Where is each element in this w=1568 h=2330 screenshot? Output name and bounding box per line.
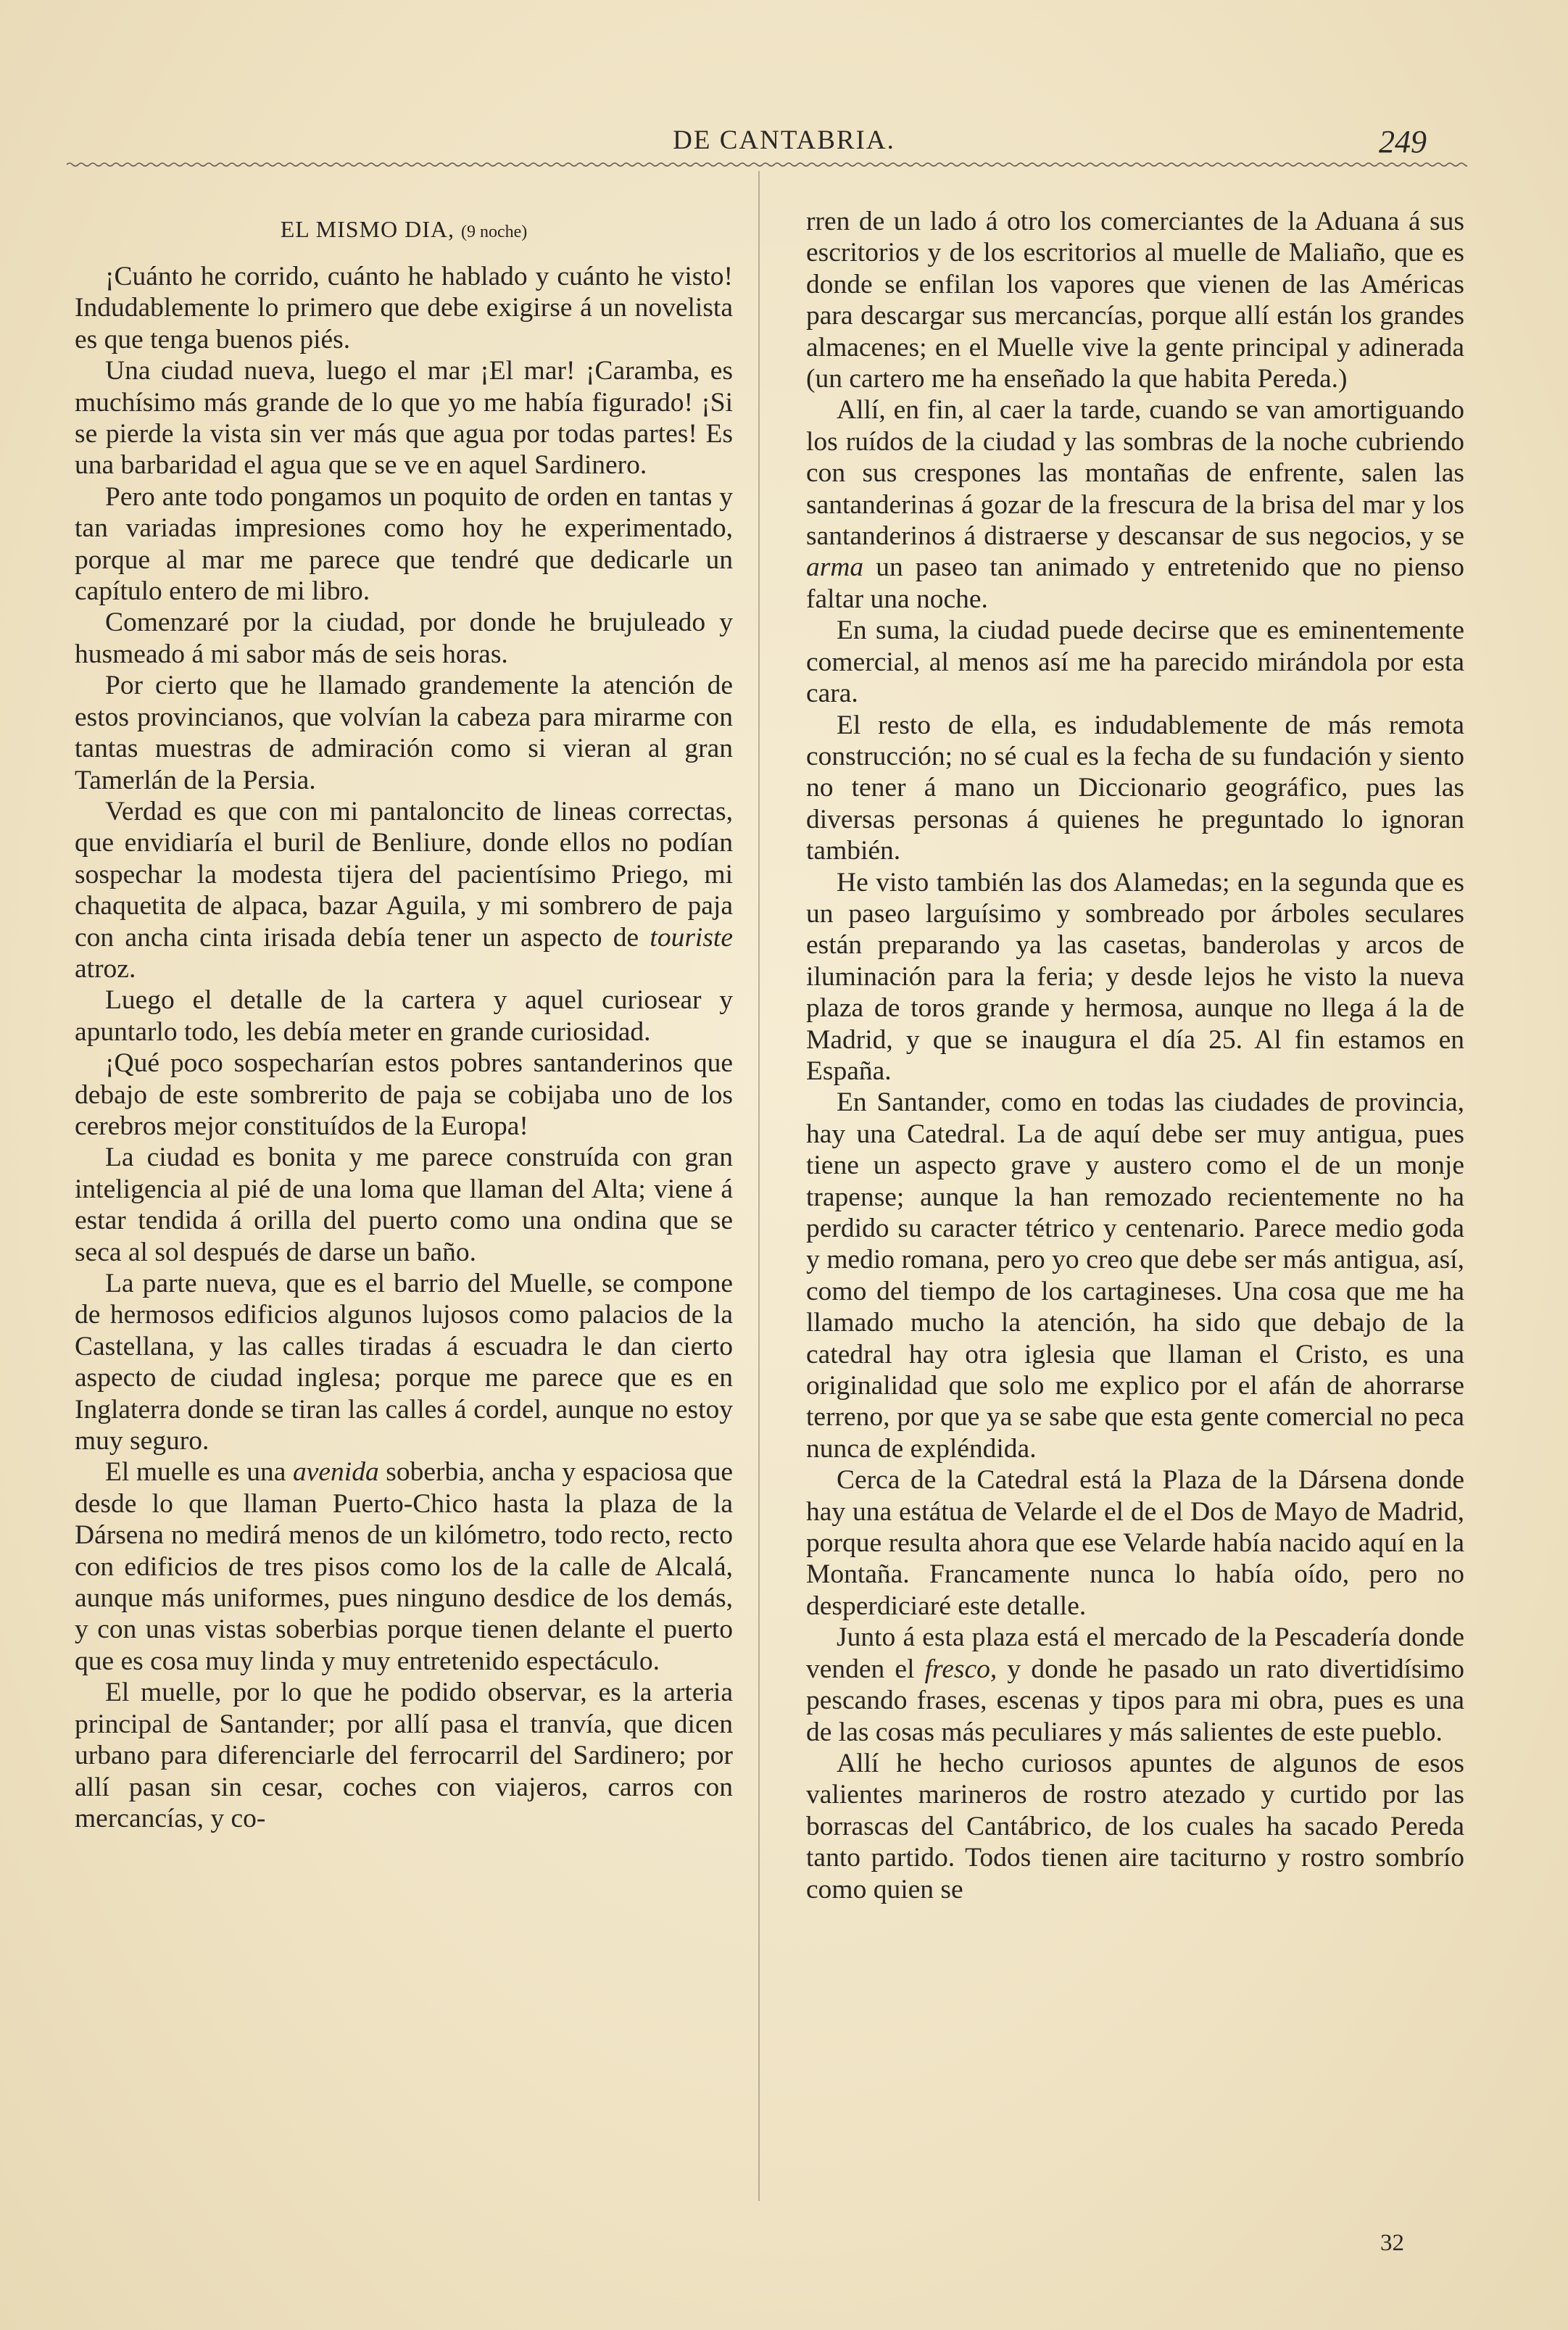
paragraph: Comenzaré por la ciudad, por donde he brujuleado y husmeado á mi sabor más de seis horas. [75,608,733,669]
paragraph: Luego el detalle de la cartera y aquel curiosear y apuntarlo todo, les debía meter en grande curiosidad. [75,985,733,1047]
section-title: EL MISMO DIA, [280,216,455,242]
paragraph: En Santander, como en todas las ciudades de provincia, hay una Catedral. La de aquí debe ser muy antigua, pues tiene un aspecto grave y austero como el de un monje trapense; aunque la han remozado recientemente no ha perdido su caracter tétrico y centenario. Parece medio goda y medio romana, pero yo creo que debe ser más antigua, así, como del tiempo de los cartagineses. Una cosa que me ha llamado mucho la atención, ha sido que debajo de la catedral hay otra iglesia que llaman el Cristo, es una originalidad que solo me explico por el afán de ahorrarse terreno, por que ya se sabe que esta gente comercial no peca nunca de expléndida. [806,1087,1464,1464]
paragraph: Allí he hecho curiosos apuntes de algunos de esos valientes marineros de rostro atezado y curtido por las borrascas del Cantábrico, de los cuales ha sacado Pereda tanto partido. Todos tienen aire taciturno y rostro sombrío como quien se [806,1748,1464,1904]
paragraph-text: Allí, en fin, al caer la tarde, cuando se van amortiguando los ruídos de la ciudad y las sombras de la noche cubriendo con sus crespones las montañas de enfrente, salen las santanderinas á gozar de la frescura de la brisa del mar y los santanderinos á distraerse y descansar de sus negocios, y se [806,395,1464,552]
paragraph-text: un paseo tan animado y entretenido que no pienso faltar una noche. [806,552,1464,614]
section-heading [75,212,733,246]
paragraph-text: Verdad es que con mi pantaloncito de lineas correctas, que envidiaría el buril de Benliure, donde ellos no podían sospechar la modesta tijera del pacientísimo Priego, mi chaquetita de alpaca, bazar Aguila, y mi sombrero de paja con ancha cinta irisada debía tener un aspecto de [75,796,733,953]
signature-mark: 32 [1380,2230,1404,2256]
page-number: 249 [1379,124,1427,159]
paragraph: El muelle, por lo que he podido observar, es la arteria principal de Santander; por allí pasa el tranvía, que dicen urbano para diferenciarle del ferrocarril del Sardinero; por allí pasan sin cesar, coches con viajeros, carros con mercancías, y co- [75,1678,733,1833]
section-time-note: (9 noche) [460,223,528,241]
paragraph-text: atroz. [75,953,136,984]
paragraph-text: y donde he pasado un rato divertidísimo pescando frases, escenas y tipos para mi obra, pues es una de las cosas más peculiares y más salientes de este pueblo. [806,1654,1464,1747]
paragraph: rren de un lado á otro los comerciantes de la Aduana á sus escritorios y de los escritorios al muelle de Maliaño, que es donde se enfilan los vapores que vienen de las Américas para descargar sus mercancías, porque allí están los grandes almacenes; en el Muelle vive la gente principal y adinerada (un cartero me ha enseñado la que habita Pereda.) [806,207,1464,394]
italic-term: avenida [293,1457,379,1488]
paragraph [806,1622,1464,1748]
paragraph: ¡Cuánto he corrido, cuánto he hablado y cuánto he visto! Indudablemente lo primero que debe exigirse á un novelista es que tenga buenos piés. [75,262,733,355]
paragraph-text: soberbia, ancha y espaciosa que desde lo que llaman Puerto-Chico hasta la plaza de la Dársena no medirá menos de un kilómetro, todo recto, recto con edificios de tres pisos como los de la calle de Alcalá, aunque más uniformes, pues ninguno desdice de los demás, y con unas vistas soberbias porque tienen delante el puerto que es cosa muy linda y muy entretenido espectáculo. [75,1457,733,1676]
paragraph [75,796,733,984]
paragraph [75,1456,733,1677]
paragraph: La parte nueva, que es el barrio del Muelle, se compone de hermosos edificios algunos lujosos como palacios de la Castellana, y las calles tiradas á escuadra le dan cierto aspecto de ciudad inglesa; porque me parece que es en Inglaterra donde se tiran las calles á cordel, aunque no estoy muy seguro. [75,1269,733,1456]
paragraph [806,394,1464,615]
italic-term: touriste [650,922,733,953]
paragraph: El resto de ella, es indudablemente de más remota construcción; no sé cual es la fecha de su fundación y siento no tener á mano un Diccionario geográfico, pues las diversas personas á quienes he preguntado lo ignoran también. [806,710,1464,866]
right-column [806,206,1464,1905]
paragraph: Pero ante todo pongamos un poquito de orden en tantas y tan variadas impresiones como hoy he experimentado, porque al mar me parece que tendré que dedicarle un capítulo entero de mi libro. [75,481,733,607]
italic-term: fresco, [924,1654,997,1684]
paragraph: ¡Qué poco sospecharían estos pobres santanderinos que debajo de este sombrerito de paja se cobijaba uno de los cerebros mejor constituídos de la Europa! [75,1048,733,1141]
header-rule [67,161,1467,168]
column-divider [758,171,760,2201]
left-column [75,206,733,1834]
paragraph: En suma, la ciudad puede decirse que es eminentemente comercial, al menos así me ha parecido mirándola por esta cara. [806,615,1464,709]
paragraph: Cerca de la Catedral está la Plaza de la Dársena donde hay una estátua de Velarde el de el Dos de Mayo de Madrid, porque resulta ahora que ese Velarde había nacido aquí en la Montaña. Francamente nunca lo había oído, pero no desperdiciaré este detalle. [806,1465,1464,1621]
paragraph: Por cierto que he llamado grandemente la atención de estos provincianos, que volvían la cabeza para mirarme con tantas muestras de admiración como si vieran al gran Tamerlán de la Persia. [75,671,733,795]
paragraph: He visto también las dos Alamedas; en la segunda que es un paseo larguísimo y sombreado por árboles seculares están preparando ya las casetas, banderolas y arcos de iluminación para la feria; y desde lejos he visto la nueva plaza de toros grande y hermosa, aunque no llega á la de Madrid, y que se inaugura el día 25. Al fin estamos en España. [806,867,1464,1086]
paragraph-text: El muelle es una [105,1457,294,1488]
italic-term: arma [806,552,864,583]
paragraph-text: Junto á esta plaza está el mercado de la Pescadería donde venden el [806,1622,1464,1684]
paragraph: Una ciudad nueva, luego el mar ¡El mar! ¡Caramba, es muchísimo más grande de lo que yo me había figurado! ¡Si se pierde la vista sin ver más que agua por todas partes! Es una barbaridad el agua que se ve en aquel Sardinero. [75,356,733,481]
running-header: DE CANTABRIA. [673,125,895,155]
paragraph: La ciudad es bonita y me parece construída con gran inteligencia al pié de una loma que llaman del Alta; viene á estar tendida á orilla del puerto como una ondina que se seca al sol después de darse un baño. [75,1143,733,1267]
